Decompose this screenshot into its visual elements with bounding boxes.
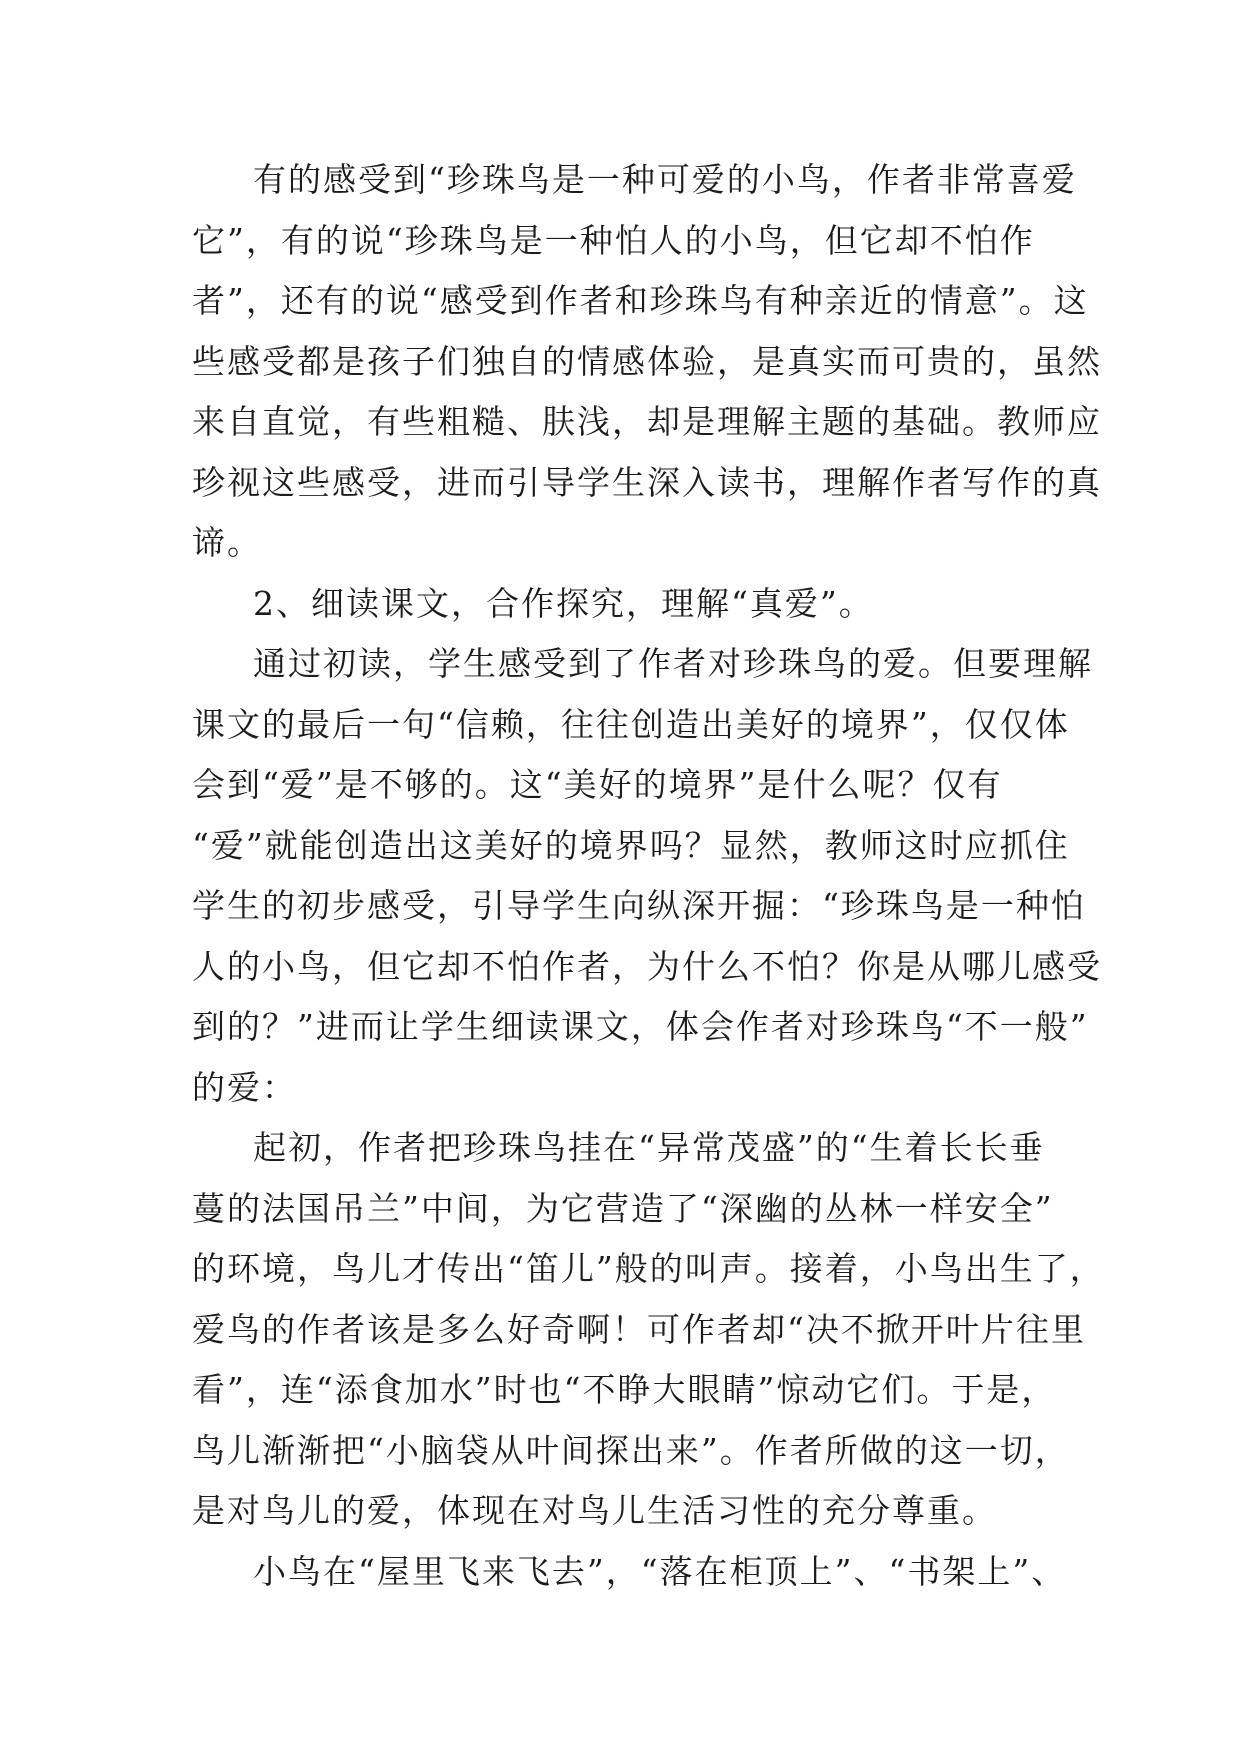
- text-line: 2、细读课文，合作探究，理解“真爱”。: [253, 583, 874, 623]
- text-line: 到的？”进而让学生细读课文，体会作者对珍珠鸟“不一般”: [192, 1007, 1089, 1046]
- text-line: 学生的初步感受，引导学生向纵深开掘：“珍珠鸟是一种怕: [192, 886, 1086, 925]
- text-line: 会到“爱”是不够的。这“美好的境界”是什么呢？仅有: [192, 765, 1003, 804]
- text-line: 爱鸟的作者该是多么好奇啊！可作者却“决不掀开叶片往里: [192, 1309, 1086, 1349]
- body-text: [192, 150, 1105, 1602]
- text-line: 起初，作者把珍珠鸟挂在“异常茂盛”的“生着长长垂: [253, 1128, 1045, 1167]
- text-line: 人的小鸟，但它却不怕作者，为什么不怕？你是从哪儿感受: [192, 946, 1102, 986]
- text-line: 蔓的法国吊兰”中间，为它营造了“深幽的丛林一样安全”: [192, 1188, 1054, 1228]
- text-line: 它”，有的说“珍珠鸟是一种怕人的小鸟，但它却不怕作: [192, 220, 1035, 260]
- text-line: 看”，连“添食加水”时也“不睁大眼睛”惊动它们。于是，: [192, 1370, 1057, 1409]
- text-line: 鸟儿渐渐把“小脑袋从叶间探出来”。作者所做的这一切，: [192, 1430, 1070, 1470]
- text-line: “爱”就能创造出这美好的境界吗？显然，教师这时应抓住: [192, 825, 1070, 865]
- text-line: 者”，还有的说“感受到作者和珍珠鸟有种亲近的情意”。这: [192, 281, 1089, 320]
- text-line: 有的感受到“珍珠鸟是一种可爱的小鸟，作者非常喜爱: [253, 160, 1077, 199]
- text-line: 谛。: [192, 523, 262, 562]
- text-line: 珍视这些感受，进而引导学生深入读书，理解作者写作的真: [192, 462, 1102, 502]
- text-line: 的环境，鸟儿才传出“笛儿”般的叫声。接着，小鸟出生了，: [192, 1249, 1105, 1288]
- text-line: 通过初读，学生感受到了作者对珍珠鸟的爱。但要理解: [253, 644, 1093, 683]
- text-line: 的爱：: [192, 1067, 297, 1107]
- text-line: 是对鸟儿的爱，体现在对鸟儿生活习性的充分尊重。: [192, 1491, 997, 1530]
- text-line: 来自直觉，有些粗糙、肤浅，却是理解主题的基础。教师应: [192, 402, 1102, 441]
- text-line: 些感受都是孩子们独自的情感体验，是真实而可贵的，虽然: [192, 341, 1102, 381]
- text-line: 课文的最后一句“信赖，往往创造出美好的境界”，仅仅体: [192, 704, 1070, 744]
- text-line: 小鸟在“屋里飞来飞去”，“落在柜顶上”、“书架上”、: [253, 1551, 1067, 1591]
